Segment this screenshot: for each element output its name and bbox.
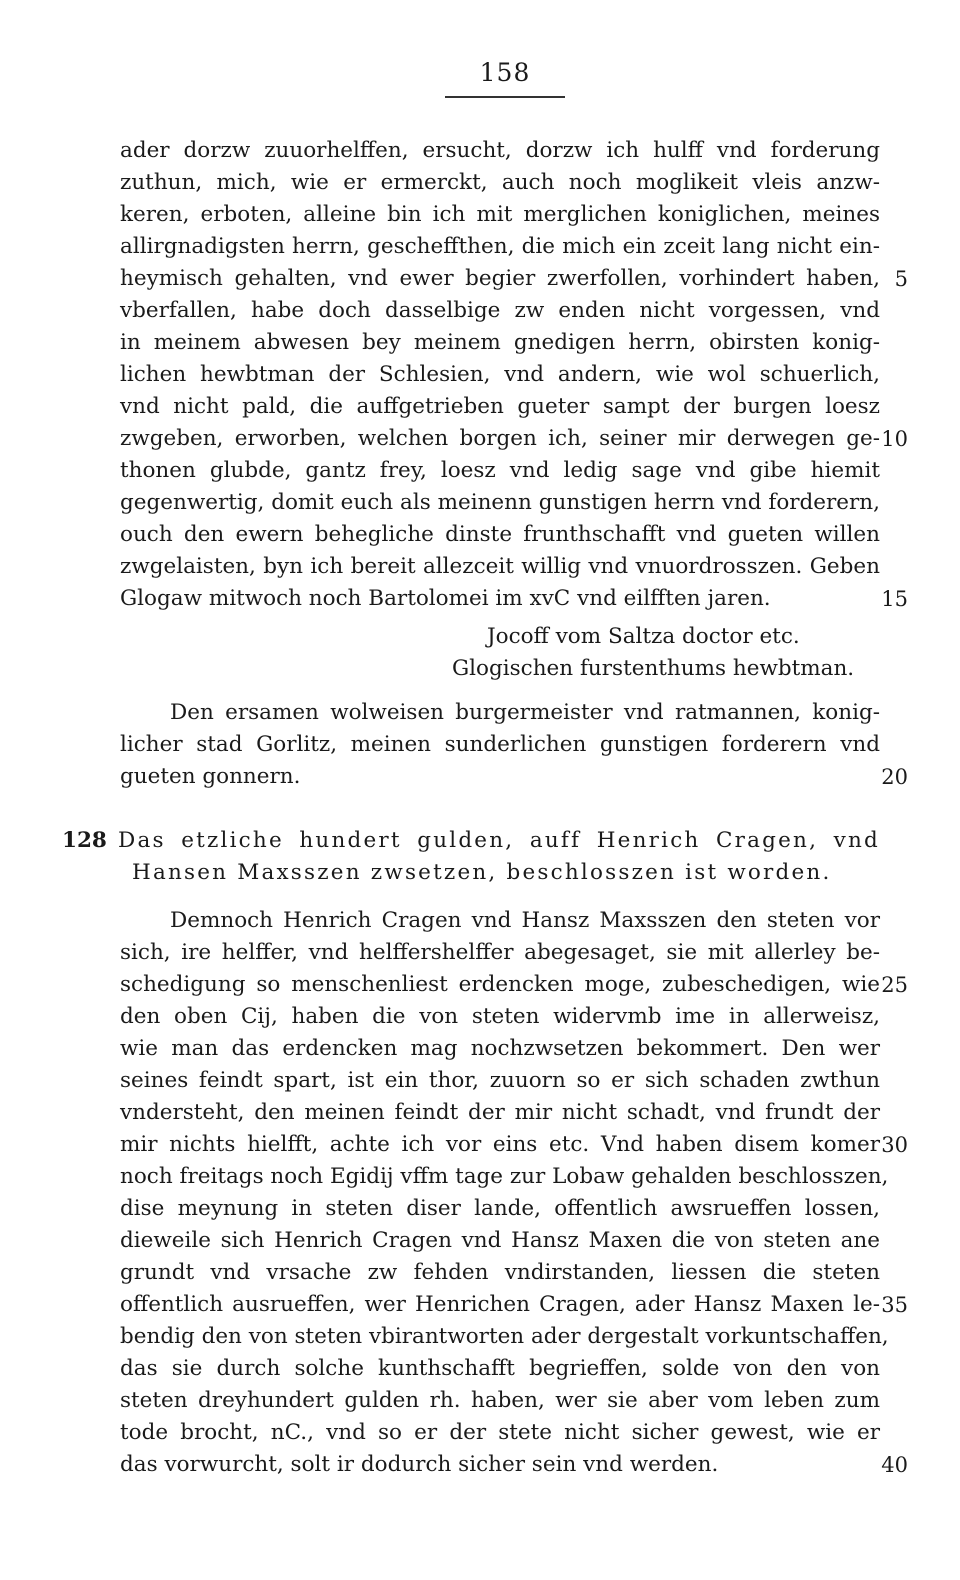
text-line: in meinem abwesen bey meinem gnedigen herrn, obirsten konig-: [120, 330, 880, 355]
text-line: lichen hewbtman der Schlesien, vnd andern, wie wol schuerlich,: [120, 362, 880, 387]
section-heading-line: Das etzliche hundert gulden, auff Henrich Cragen, vnd: [118, 828, 880, 853]
text-line: wie man das erdencken mag nochzwsetzen bekommert. Den wer: [120, 1036, 880, 1061]
margin-line-number: 35: [881, 1293, 908, 1317]
text-line: schedigung so menschenliest erdencken moge, zubeschedigen, wie: [120, 972, 880, 997]
margin-line-number: 5: [894, 267, 908, 291]
text-line: allirgnadigsten herrn, gescheffthen, die mich ein zceit lang nicht ein-: [120, 234, 880, 259]
text-line: Demnoch Henrich Cragen vnd Hansz Maxsszen den steten vor: [170, 908, 880, 933]
text-line: dise meynung in steten diser lande, offentlich awsrueffen lossen,: [120, 1196, 880, 1221]
header-rule: [445, 96, 565, 98]
text-line: ader dorzw zuuorhelffen, ersucht, dorzw ich hulff vnd forderung: [120, 138, 880, 163]
address-line: Den ersamen wolweisen burgermeister vnd ratmannen, konig-: [170, 700, 880, 725]
address-line: gueten gonnern.: [120, 764, 301, 789]
text-line: offentlich ausrueffen, wer Henrichen Cragen, ader Hansz Maxen le-: [120, 1292, 880, 1317]
text-line: das sie durch solche kunthschafft begrieffen, solde von den von: [120, 1356, 880, 1381]
text-line: ouch den ewern behegliche dinste frunthschafft vnd gueten willen: [120, 522, 880, 547]
text-line: zwgeben, erworben, welchen borgen ich, seiner mir derwegen ge-: [120, 426, 880, 451]
margin-line-number: 25: [881, 973, 908, 997]
margin-line-number: 15: [881, 587, 908, 611]
text-line: vberfallen, habe doch dasselbige zw enden nicht vorgessen, vnd: [120, 298, 880, 323]
text-line: steten dreyhundert gulden rh. haben, wer sie aber vom leben zum: [120, 1388, 880, 1413]
text-line: dieweile sich Henrich Cragen vnd Hansz Maxen die von steten ane: [120, 1228, 880, 1253]
signature-title: Glogischen furstenthums hewbtman.: [452, 656, 855, 681]
margin-line-number: 20: [881, 765, 908, 789]
text-line: gegenwertig, domit euch als meinenn gunstigen herrn vnd forderern,: [120, 490, 880, 515]
margin-line-number: 10: [881, 427, 908, 451]
margin-line-number: 30: [881, 1133, 908, 1157]
page-number: 158: [479, 58, 531, 87]
text-line: mir nichts hielfft, achte ich vor eins etc. Vnd haben disem komer: [120, 1132, 880, 1157]
text-line: grundt vnd vrsache zw fehden vndirstanden, liessen die steten: [120, 1260, 880, 1285]
section-number: 128: [62, 828, 107, 853]
text-line: vnd nicht pald, die auffgetrieben gueter sampt der burgen loesz: [120, 394, 880, 419]
margin-line-number: 40: [881, 1453, 908, 1477]
signature-name: Jocoff vom Saltza doctor etc.: [487, 624, 800, 649]
text-line: heymisch gehalten, vnd ewer begier zwerfollen, vorhindert haben,: [120, 266, 880, 291]
text-line: noch freitags noch Egidij vffm tage zur Lobaw gehalden beschlosszen,: [120, 1164, 889, 1189]
text-line: vndersteht, den meinen feindt der mir nicht schadt, vnd frundt der: [120, 1100, 880, 1125]
text-line: zuthun, mich, wie er ermerckt, auch noch moglikeit vleis anzw-: [120, 170, 880, 195]
section-heading-line: Hansen Maxsszen zwsetzen, beschlosszen ist worden.: [132, 860, 832, 885]
text-line: bendig den von steten vbirantworten ader dergestalt vorkuntschaffen,: [120, 1324, 889, 1349]
text-line: das vorwurcht, solt ir dodurch sicher sein vnd werden.: [120, 1452, 719, 1477]
text-line: den oben Cij, haben die von steten widervmb ime in allerweisz,: [120, 1004, 880, 1029]
text-line: zwgelaisten, byn ich bereit allezceit willig vnd vnuordrosszen. Geben: [120, 554, 880, 579]
address-line: licher stad Gorlitz, meinen sunderlichen gunstigen forderern vnd: [120, 732, 880, 757]
text-line: sich, ire helffer, vnd helffershelffer abegesaget, sie mit allerley be-: [120, 940, 880, 965]
text-line: keren, erboten, alleine bin ich mit merglichen koniglichen, meines: [120, 202, 880, 227]
text-line: tode brocht, nC., vnd so er der stete nicht sicher gewest, wie er: [120, 1420, 880, 1445]
text-line: thonen glubde, gantz frey, loesz vnd ledig sage vnd gibe hiemit: [120, 458, 880, 483]
text-line: seines feindt spart, ist ein thor, zuuorn so er sich schaden zwthun: [120, 1068, 880, 1093]
text-line: Glogaw mitwoch noch Bartolomei im xvC vnd eilfften jaren.: [120, 586, 771, 611]
